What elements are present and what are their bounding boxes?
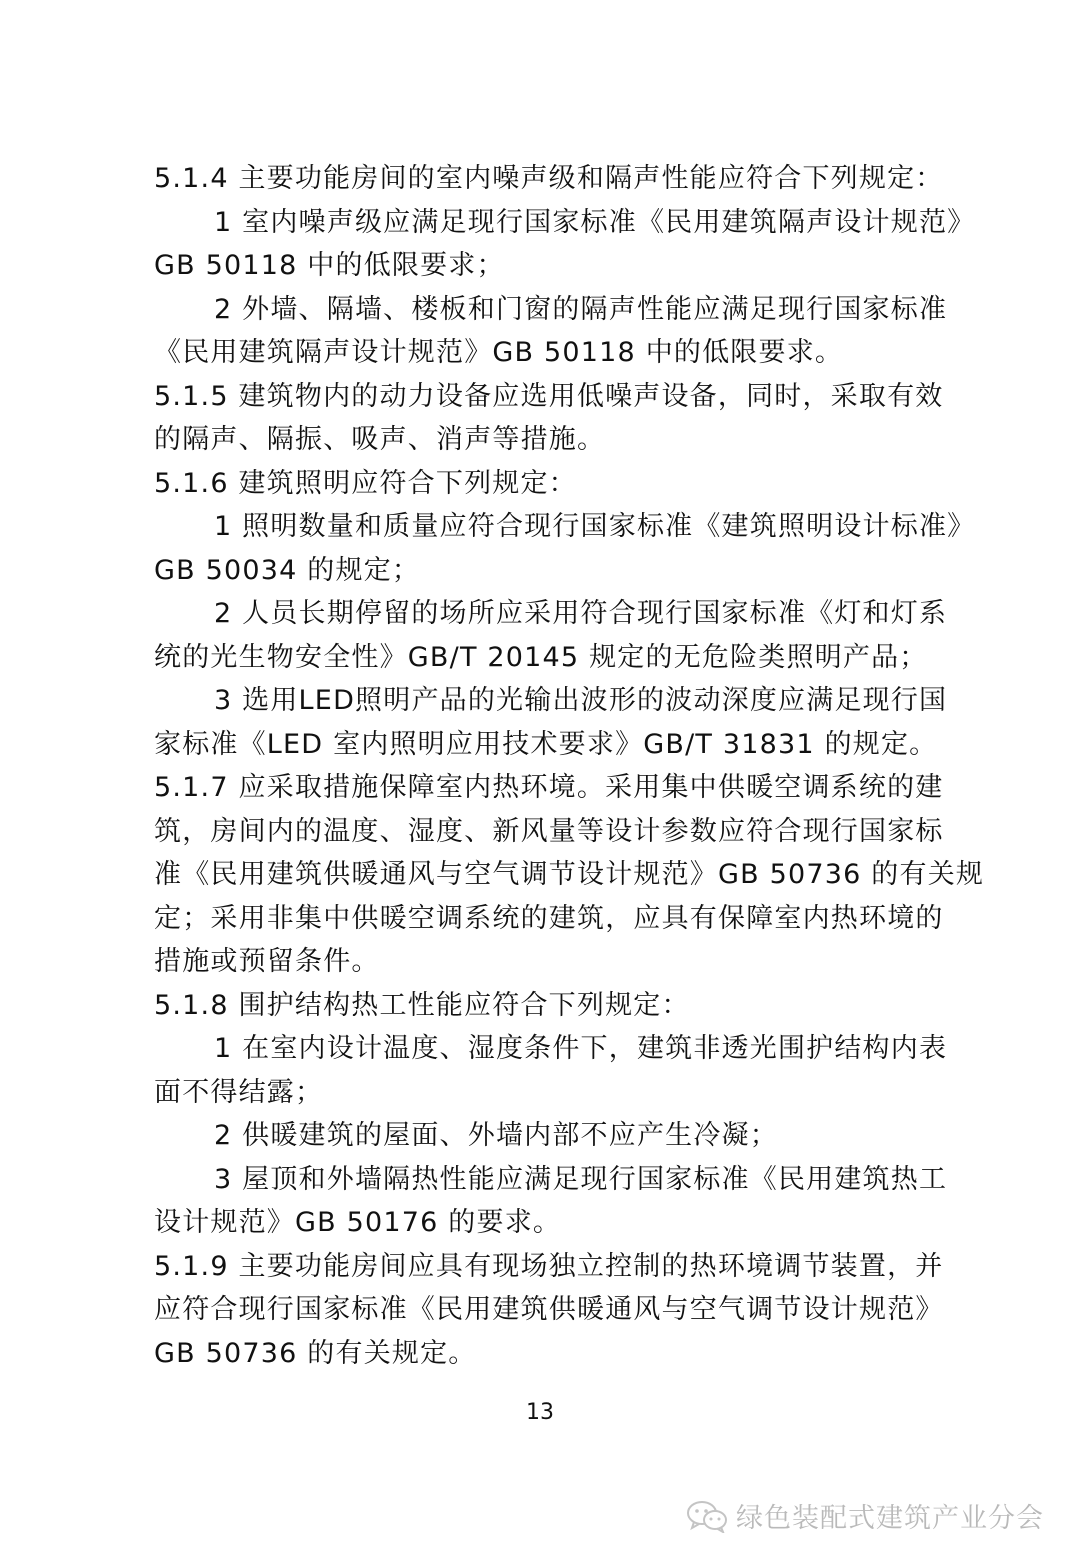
clause-5-1-6-item-3-cont: 家标准《LED 室内照明应用技术要求》GB/T 31831 的规定。	[154, 728, 938, 760]
clause-5-1-8-item-3: 3 屋顶和外墙隔热性能应满足现行国家标准《民用建筑热工	[214, 1163, 948, 1195]
clause-5-1-4-item-1: 1 室内噪声级应满足现行国家标准《民用建筑隔声设计规范》	[214, 206, 976, 238]
clause-5-1-6-item-2: 2 人员长期停留的场所应采用符合现行国家标准《灯和灯系	[214, 598, 948, 629]
clause-5-1-8-heading: 5.1.8 围护结构热工性能应符合下列规定：	[154, 989, 690, 1021]
clause-5-1-6-item-3: 3 选用LED照明产品的光输出波形的波动深度应满足现行国	[214, 685, 948, 716]
clause-5-1-6-item-2-cont: 统的光生物安全性》GB/T 20145 规定的无危险类照明产品；	[154, 641, 928, 673]
clause-5-1-8-item-1-cont: 面不得结露；	[154, 1076, 324, 1108]
clause-5-1-9-heading: 5.1.9 主要功能房间应具有现场独立控制的热环境调节装置，并	[154, 1250, 944, 1282]
clause-5-1-5-cont: 的隔声、隔振、吸声、消声等措施。	[154, 424, 606, 455]
clause-5-1-4-item-2-cont: 《民用建筑隔声设计规范》GB 50118 中的低限要求。	[154, 337, 844, 368]
clause-5-1-8-item-1: 1 在室内设计温度、湿度条件下，建筑非透光围护结构内表	[214, 1033, 948, 1064]
clause-5-1-8-item-3-cont: 设计规范》GB 50176 的要求。	[154, 1207, 562, 1238]
clause-5-1-7-cont-1: 筑，房间内的温度、湿度、新风量等设计参数应符合现行国家标	[154, 815, 944, 847]
clause-5-1-4-item-1-cont: GB 50118 中的低限要求；	[154, 250, 505, 281]
page-number: 13	[526, 1400, 554, 1425]
clause-5-1-9-cont-1: 应符合现行国家标准《民用建筑供暖通风与空气调节设计规范》	[154, 1294, 944, 1325]
clause-5-1-8-item-2: 2 供暖建筑的屋面、外墙内部不应产生冷凝；	[214, 1120, 778, 1151]
clause-5-1-7-cont-3: 定；采用非集中供暖空调系统的建筑，应具有保障室内热环境的	[154, 902, 944, 934]
clause-5-1-7-cont-4: 措施或预留条件。	[154, 946, 380, 977]
wechat-icon	[686, 1499, 728, 1533]
clause-5-1-7-heading: 5.1.7 应采取措施保障室内热环境。采用集中供暖空调系统的建	[154, 772, 944, 803]
clause-5-1-9-cont-2: GB 50736 的有关规定。	[154, 1337, 477, 1369]
watermark	[686, 1496, 1044, 1535]
clause-5-1-4-item-2: 2 外墙、隔墙、楼板和门窗的隔声性能应满足现行国家标准	[214, 293, 948, 325]
clause-5-1-6-item-1-cont: GB 50034 的规定；	[154, 554, 421, 586]
clause-5-1-5-heading: 5.1.5 建筑物内的动力设备应选用低噪声设备，同时，采取有效	[154, 380, 944, 412]
clause-5-1-4-heading: 5.1.4 主要功能房间的室内噪声级和隔声性能应符合下列规定：	[154, 163, 944, 194]
clause-5-1-6-item-1: 1 照明数量和质量应符合现行国家标准《建筑照明设计标准》	[214, 511, 976, 542]
clause-5-1-6-heading: 5.1.6 建筑照明应符合下列规定：	[154, 467, 577, 499]
watermark-text: 绿色装配式建筑产业分会	[736, 1503, 1044, 1534]
document-body	[154, 157, 984, 1375]
clause-5-1-7-cont-2: 准《民用建筑供暖通风与空气调节设计规范》GB 50736 的有关规	[154, 859, 985, 890]
